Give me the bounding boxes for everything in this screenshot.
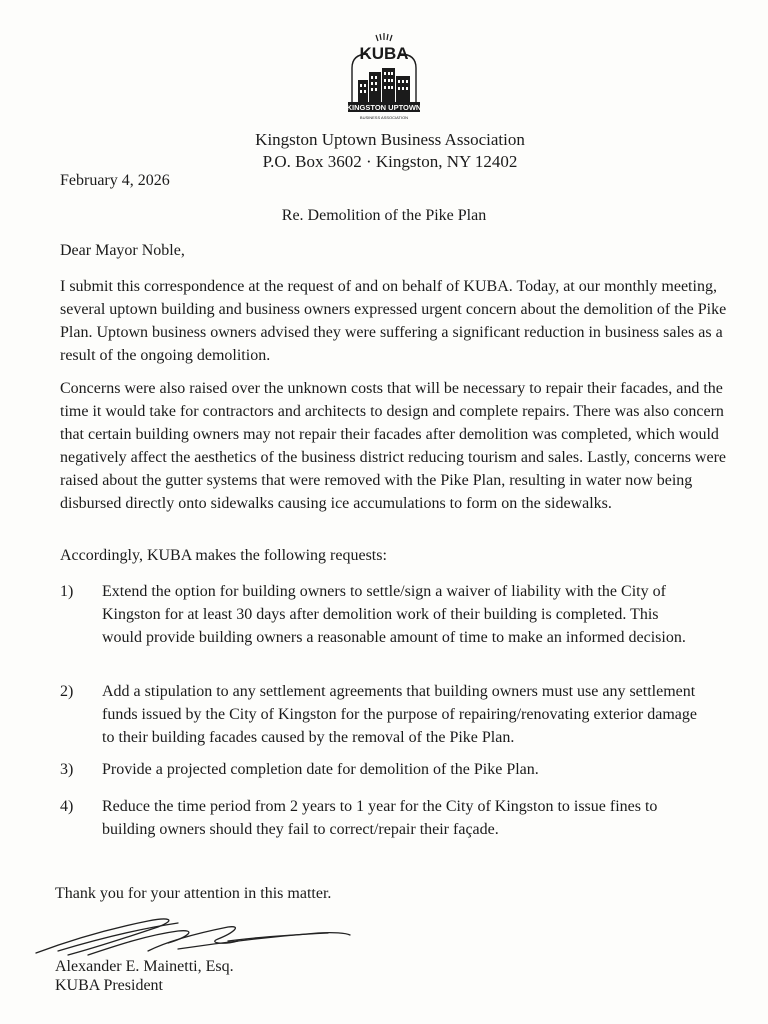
request-number: 4) xyxy=(60,798,74,815)
request-text: Add a stipulation to any settlement agreements that building owners must use any settlement funds issued by the City of Kingston for the purpose of repairing/renovating exterior damage to their building facades caused by the removal of the Pike Plan. xyxy=(102,683,697,746)
body-paragraph: Accordingly, KUBA makes the following requests: xyxy=(60,547,387,564)
handwritten-signature xyxy=(28,905,358,965)
request-text: Extend the option for building owners to settle/sign a waiver of liability with the City of Kingston for at least 30 days after demolition work of their building is completed. This would provide building owners a reasonable amount of time to make an informed decision. xyxy=(102,583,686,646)
request-text: Provide a projected completion date for demolition of the Pike Plan. xyxy=(102,761,539,778)
org-name: Kingston Uptown Business Association xyxy=(255,130,525,149)
request-number: 1) xyxy=(60,583,74,600)
signer-title: KUBA President xyxy=(55,977,163,994)
closing-line: Thank you for your attention in this matter. xyxy=(55,885,332,902)
body-paragraph: Concerns were also raised over the unknown costs that will be necessary to repair their facades, and the time it would take for contractors and architects to design and complete repairs. There was also concern that certain building owners may not repair their facades after demolition was completed, which would negatively affect the aesthetics of the business district reducing tourism and sales. Lastly, concerns were raised about the gutter systems that were removed with the Pike Plan, resulting in water now being disbursed directly onto sidewalks causing ice accumulations to form on the sidewalks. xyxy=(60,380,727,512)
salutation: Dear Mayor Noble, xyxy=(60,242,185,259)
request-number: 3) xyxy=(60,761,74,778)
request-number: 2) xyxy=(60,683,74,700)
org-address: P.O. Box 3602 · Kingston, NY 12402 xyxy=(262,152,518,171)
logo-banner-text: KINGSTON UPTOWN xyxy=(346,103,422,112)
kuba-logo xyxy=(338,32,430,124)
request-text: Reduce the time period from 2 years to 1 year for the City of Kingston to issue fines to building owners should they fail to correct/repair their façade. xyxy=(102,798,658,838)
signer-name: Alexander E. Mainetti, Esq. xyxy=(55,958,234,975)
logo-word: KUBA xyxy=(359,44,409,63)
letter-date: February 4, 2026 xyxy=(60,172,170,189)
body-paragraph: I submit this correspondence at the request of and on behalf of KUBA. Today, at our monthly meeting, several uptown building and business owners expressed urgent concern about the demolition of the Pike Plan. Uptown business owners advised they were suffering a significant reduction in business sales as a result of the ongoing demolition. xyxy=(60,278,727,364)
letter-subject: Re. Demolition of the Pike Plan xyxy=(281,207,487,224)
logo-sub-text: BUSINESS ASSOCIATION xyxy=(359,115,409,120)
